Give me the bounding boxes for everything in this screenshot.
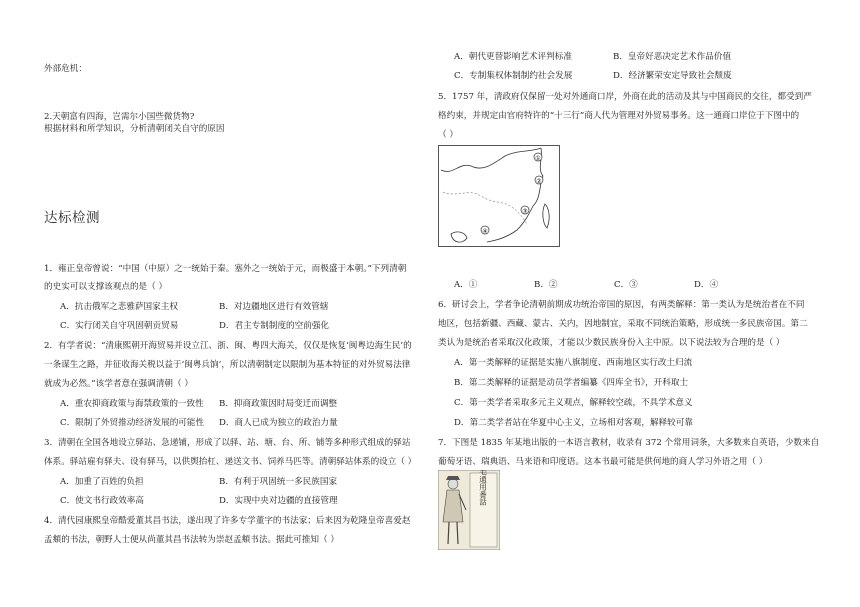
book-title: 紅毛通用番話 bbox=[478, 470, 488, 506]
q3-option-b: B．有利于巩固统一多民族国家 bbox=[219, 477, 338, 487]
q1-line1: 1．雍正皇帝曾说：“中国（中原）之一统始于秦。塞外之一统始于元，而极盛于本朝。”下列清朝 bbox=[44, 264, 407, 274]
q1-option-d: D．君主专制制度的空前强化 bbox=[219, 321, 330, 331]
river bbox=[443, 192, 527, 224]
q6-option-a: A．第一类解释的证据是实施八旗制度、西南地区实行改土归流 bbox=[454, 358, 693, 368]
q6-option-b: B．第二类解释的证据是动员学者编纂《四库全书》，开科取士 bbox=[454, 378, 689, 388]
q3-option-a: A．加重了百姓的负担 bbox=[60, 477, 144, 487]
coastline-north bbox=[441, 148, 541, 172]
q3-line1: 3．清朝在全国各地设立驿站、急递铺，形成了以驿、站、塘、台、所、铺等多种形式组成的驿站 bbox=[44, 438, 411, 448]
book-svg bbox=[438, 470, 500, 550]
q5-option-a: A．① bbox=[454, 280, 478, 290]
taiwan-island bbox=[543, 204, 549, 228]
marker-1-label: ① bbox=[535, 155, 541, 162]
question-2-text: 2.天朝富有四海，岂需尔小国些微货物? bbox=[44, 112, 195, 122]
q7-line2: 葡萄牙语、瑞典语、马来语和印度语。这本书最可能是供何地的商人学习外语之用（ ） bbox=[438, 457, 768, 467]
marker-2-label: ② bbox=[536, 178, 542, 185]
q2-option-c: C．限制了外贸推动经济发展的可能性 bbox=[60, 418, 205, 428]
coast-map bbox=[438, 145, 560, 247]
q6-line2: 地区，包括新疆、西藏、蒙古、关内，因地制宜，采取不同统治策略，形成统一多民族帝国。第二 bbox=[438, 319, 808, 329]
q6-option-d: D．第二类学者站在华夏中心主义，立场相对客观，解释较可靠 bbox=[454, 418, 693, 428]
q5-line3: （ ） bbox=[438, 130, 458, 140]
q2-option-a: A．重农抑商政策与海禁政策的一致性 bbox=[60, 399, 204, 409]
q2-line3: 就成为必然。”该学者意在强调清朝（ ） bbox=[44, 379, 193, 389]
q3-line2: 体系。驿站雇有驿夫、设有驿马，以供舆抬杠、递送文书、饲养马匹等。清朝驿站体系的设立（ ） bbox=[44, 457, 417, 467]
section-title: 达标检测 bbox=[44, 210, 100, 226]
figure-hat bbox=[446, 476, 460, 480]
q5-option-d: D．④ bbox=[694, 280, 719, 290]
q2-line2: 一条谋生之路，并征收海关税以益于‘闽粤兵饷’，所以清朝制定以限制为基本特征的对外贸易法律 bbox=[44, 360, 411, 370]
q4-option-b: B．皇帝好恶决定艺术作品价值 bbox=[613, 52, 732, 62]
textbook-cover-image bbox=[438, 470, 500, 550]
q6-line3: 类认为是统治者采取汉化政策，才能以少数民族身份入主中原。以下说法较为合理的是（ ） bbox=[438, 338, 785, 348]
q1-option-a: A．抗击俄军之悲雅萨国家主权 bbox=[60, 302, 178, 312]
marker-4-label: ④ bbox=[482, 228, 488, 235]
figure-head bbox=[448, 479, 458, 489]
q3-option-d: D．实现中央对边疆的直接管理 bbox=[219, 496, 338, 506]
q5-option-c: C．③ bbox=[614, 280, 638, 290]
q6-line1: 6．研讨会上，学者争论清朝前期成功统治帝国的原因，有两类解释：第一类认为是统治者在不同 bbox=[438, 300, 805, 310]
q1-line2: 的史实可以支撑该观点的是（ ） bbox=[44, 282, 168, 292]
q2-line1: 2．有学者说：“清康熙朝开海贸易并设立江、浙、闽、粤四大海关，仅仅是恢复‘闽粤边海生民’的 bbox=[44, 341, 412, 351]
q5-line1: 5．1757 年，清政府仅保留一处对外通商口岸，外商在此的活动及其与中国商民的交往，都受到严 bbox=[438, 92, 812, 102]
q7-line1: 7．下图是 1835 年某地出版的一本语言教材，收录有 372 个常用词条，大多数来自英语，少数来自 bbox=[438, 438, 820, 448]
q3-option-c: C．使文书行政效率高 bbox=[60, 496, 144, 506]
q2-option-d: D．商人已成为独立的政治力量 bbox=[219, 418, 338, 428]
q4-option-d: D．经济繁荣安定导致社会颓废 bbox=[613, 71, 732, 81]
q1-option-b: B．对边疆地区进行有效管辖 bbox=[219, 302, 329, 312]
q4-option-c: C．专制集权体制制约社会发展 bbox=[454, 71, 573, 81]
hainan-island bbox=[451, 232, 467, 242]
q4-option-a: A．朝代更替影响艺术评判标准 bbox=[454, 52, 572, 62]
question-2-prompt: 根据材料和所学知识，分析清朝闭关自守的原因 bbox=[44, 124, 225, 134]
marker-3-label: ③ bbox=[522, 208, 528, 215]
q2-option-b: B．抑商政策因时局变迁而调整 bbox=[219, 399, 338, 409]
map-svg bbox=[439, 146, 559, 246]
crisis-label: 外部危机： bbox=[44, 64, 87, 74]
q5-line2: 格约束，并规定由官府特许的“十三行”商人代为管理对外贸易事务。这一通商口岸位于下图中的 bbox=[438, 111, 800, 121]
q5-option-b: B．② bbox=[534, 280, 558, 290]
q4-line2: 孟頫的书法，朝野人士便从尚董其昌书法转为崇赵孟頫书法。据此可推知（ ） bbox=[44, 535, 339, 545]
q4-line1: 4．清代园康熙皇帝酷爱董其昌书法，遂出现了许多专学董字的书法家；后来因为乾隆皇帝喜爱赵 bbox=[44, 516, 411, 526]
q6-option-c: C．第一类学者采取多元主义观点，解释较空疏，不具学术意义 bbox=[454, 398, 693, 408]
q1-option-c: C．实行闭关自守巩固朝贡贸易 bbox=[60, 321, 179, 331]
